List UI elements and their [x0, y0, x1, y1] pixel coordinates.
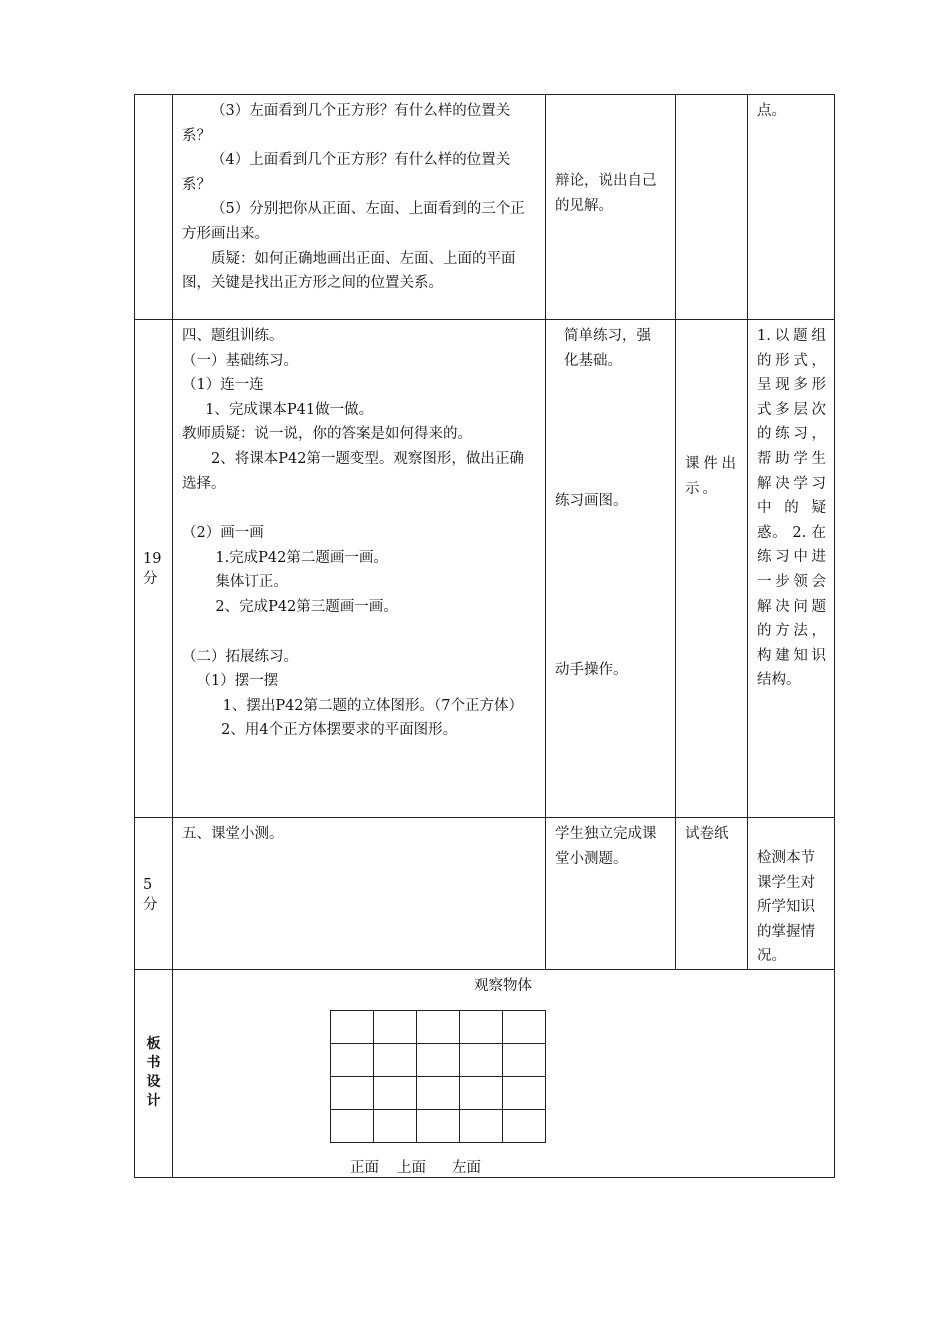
design-intent: 点。 [757, 103, 786, 119]
board-design-cell [173, 969, 835, 1177]
exercise-item: 1、完成课本P41做一做。 [205, 401, 374, 418]
process-cell [173, 95, 546, 320]
exercise-item: 1.完成P42第二题画一画。 [215, 549, 388, 566]
view-label-front: 正面 [350, 1159, 379, 1176]
time-cell [135, 320, 173, 818]
table-row [135, 818, 835, 970]
design-intent: 1.以题组的形式，呈现多形式多层次的练习，帮助学生解决学习中的疑惑。 2. 在练习中进一步领会解决问题的方法，构建知识结构。 [757, 328, 826, 689]
intent-cell [748, 320, 835, 818]
exercise-item: 2、用4个正方体摆要求的平面图形。 [221, 722, 458, 739]
process-line: （3）左面看到几个正方形？有什么样的位置关系？ [182, 103, 511, 144]
student-activity-cell [546, 818, 676, 970]
subsection-title: （二）拓展练习。 [182, 648, 298, 665]
process-line: 质疑：如何正确地画出正面、左面、上面的平面图，关键是找出正方形之间的位置关系。 [182, 250, 516, 292]
media-note: 试卷纸 [685, 826, 729, 842]
student-activity: 辩论，说出自己的见解。 [555, 173, 657, 214]
exercise-title: （2）画一画 [182, 525, 264, 542]
student-activity-cell [546, 95, 676, 320]
media-cell [676, 95, 748, 320]
section-title: 四、题组训练。 [182, 328, 284, 344]
exercise-title: （1）连一连 [182, 377, 264, 394]
view-labels [350, 1156, 499, 1177]
subsection-title: （一）基础练习。 [182, 352, 298, 369]
process-line: （5）分别把你从正面、左面、上面看到的三个正方形画出来。 [182, 201, 525, 242]
exercise-item: 2、将课本P42第一题变型。观察图形，做出正确选择。 [182, 450, 524, 492]
student-activity: 学生独立完成课堂小测题。 [555, 826, 657, 867]
time-label: 19分 [143, 550, 162, 587]
exercise-item: 1、摆出P42第二题的立体图形。（7个正方体） [222, 697, 523, 714]
board-design-label: 板书设计 [146, 1036, 161, 1110]
student-activity: 练习画图。 [555, 493, 628, 510]
table-row [135, 320, 835, 818]
board-title: 观察物体 [474, 977, 532, 994]
table-row [135, 95, 835, 320]
process-cell [173, 818, 546, 970]
view-label-top: 上面 [397, 1159, 426, 1176]
student-activity-cell [546, 320, 676, 818]
process-line: （4）上面看到几个正方形？有什么样的位置关系？ [182, 152, 511, 193]
exercise-title: （1）摆一摆 [196, 673, 279, 690]
process-cell [173, 320, 546, 818]
student-activity: 简单练习，强化基础。 [564, 328, 651, 369]
time-cell [135, 818, 173, 970]
intent-cell [748, 818, 835, 970]
teacher-question: 教师质疑：说一说，你的答案是如何得来的。 [182, 426, 472, 443]
exercise-item: 2、完成P42第三题画一画。 [215, 598, 398, 615]
board-label-cell [135, 969, 173, 1177]
student-activity: 动手操作。 [555, 661, 628, 678]
section-title: 五、课堂小测。 [182, 826, 284, 842]
media-cell [676, 320, 748, 818]
time-cell [135, 95, 173, 320]
lesson-plan-table [134, 94, 835, 1178]
exercise-item: 集体订正。 [215, 574, 288, 591]
view-label-left: 左面 [452, 1159, 481, 1176]
design-intent: 检测本节课学生对所学知识的掌握情况。 [757, 850, 815, 965]
square-grid [330, 1010, 546, 1143]
media-cell [676, 818, 748, 970]
time-label: 5分 [143, 877, 158, 914]
intent-cell [748, 95, 835, 320]
table-row [135, 969, 835, 1177]
media-note: 课件出示。 [685, 456, 739, 497]
